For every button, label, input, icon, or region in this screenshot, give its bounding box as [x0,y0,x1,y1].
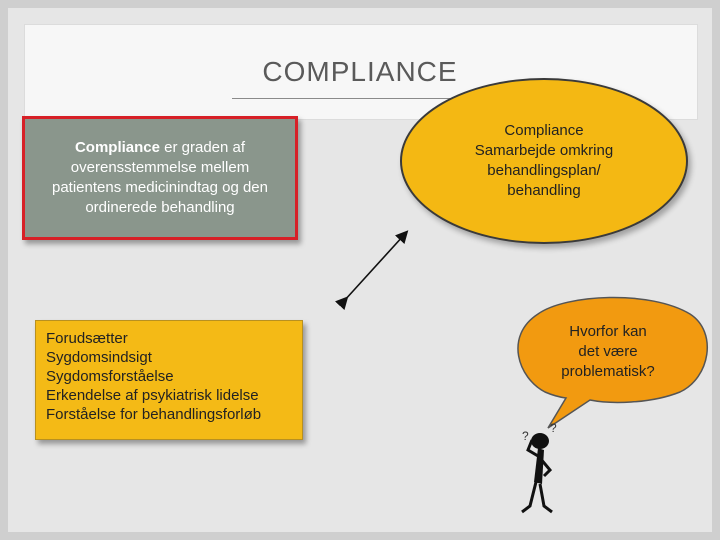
prerequisites-line: Erkendelse af psykiatrisk lidelse [46,387,259,404]
question-mark: ? [550,421,557,435]
cloud-line: Samarbejde omkring [474,142,614,159]
question-mark: ? [522,429,529,443]
bubble-line: problematisk? [561,363,655,380]
bubble-line: det være [578,343,638,360]
cloud-line: behandling [507,182,581,199]
cloud-line: behandlingsplan/ [487,162,601,179]
bubble-line: Hvorfor kan [569,323,647,340]
definition-line-2: overensstemmelse mellem [70,159,250,176]
prerequisites-line: Sygdomsforståelse [46,368,174,385]
page-title: COMPLIANCE [262,56,458,87]
prerequisites-line: Forudsætter [46,330,128,347]
definition-line-4: ordinerede behandling [85,199,235,216]
prerequisites-line: Forståelse for behandlingsforløb [46,406,262,423]
cloud-line: Compliance [504,122,584,139]
definition-line-1: er graden af [159,139,246,156]
prerequisites-line: Sygdomsindsigt [46,349,152,366]
definition-term: Compliance [74,139,160,156]
definition-line-3: patientens medicinindtag og den [52,179,268,196]
